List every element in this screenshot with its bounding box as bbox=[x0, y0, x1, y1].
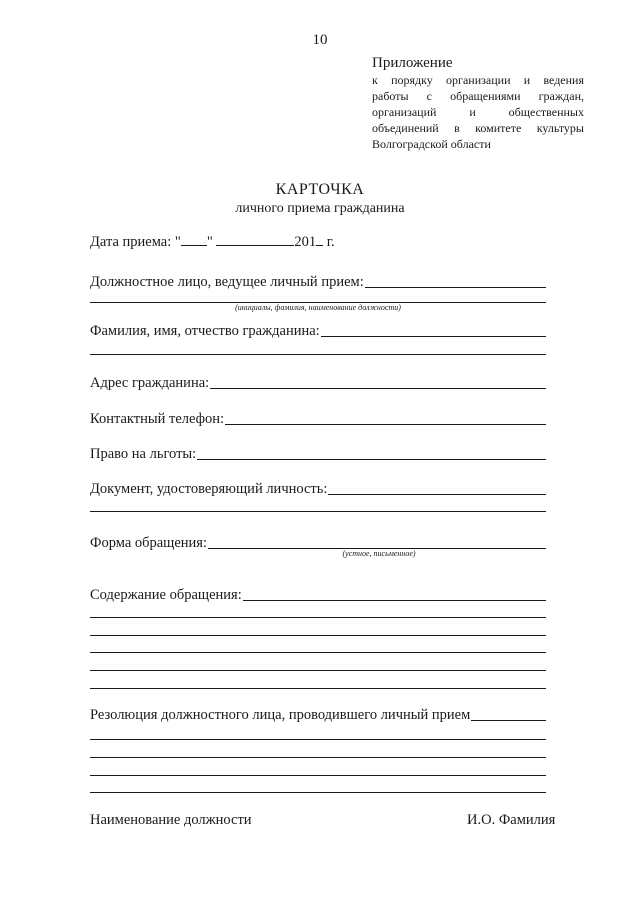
appendix-line: работы с обращениями граждан, bbox=[372, 89, 584, 103]
position-title: Наименование должности bbox=[90, 812, 252, 828]
resolution-line[interactable] bbox=[90, 775, 546, 776]
appendix-line: к порядку организации и ведения bbox=[372, 73, 584, 87]
appendix-title: Приложение bbox=[372, 55, 453, 71]
resolution-label: Резолюция должностного лица, проводившего личный прием bbox=[90, 707, 471, 723]
benefits-line[interactable] bbox=[197, 458, 546, 460]
phone-line[interactable] bbox=[225, 423, 546, 425]
request-form-hint: (устное, письменное) bbox=[342, 549, 416, 558]
request-content-line[interactable] bbox=[243, 599, 546, 601]
appendix-line: Волгоградской области bbox=[372, 137, 491, 151]
official-label: Должностное лицо, ведущее личный прием: bbox=[90, 274, 364, 290]
official-line[interactable] bbox=[365, 286, 546, 288]
card-subtitle: личного приема гражданина bbox=[235, 201, 405, 216]
official-hint: (инициалы, фамилия, наименование должности) bbox=[235, 303, 401, 312]
citizen-name-line[interactable] bbox=[321, 335, 546, 337]
request-content-field[interactable] bbox=[90, 587, 546, 604]
address-field[interactable] bbox=[90, 375, 546, 392]
address-label: Адрес гражданина: bbox=[90, 375, 210, 391]
request-form-label: Форма обращения: bbox=[90, 535, 208, 551]
day-blank[interactable] bbox=[181, 235, 207, 246]
month-blank[interactable] bbox=[216, 235, 294, 246]
appendix-text bbox=[372, 72, 584, 152]
date-label: Дата приема: " bbox=[90, 234, 181, 250]
resolution-line[interactable] bbox=[90, 757, 546, 758]
date-quote: " bbox=[206, 234, 213, 250]
request-content-line[interactable] bbox=[90, 688, 546, 689]
date-year-suffix: г. bbox=[323, 234, 335, 250]
signatory-name: И.О. Фамилия bbox=[467, 812, 556, 828]
date-field[interactable] bbox=[90, 234, 335, 251]
id-document-line[interactable] bbox=[328, 493, 546, 495]
request-content-line[interactable] bbox=[90, 617, 546, 618]
id-document-label: Документ, удостоверяющий личность: bbox=[90, 481, 328, 497]
appendix-line: объединений в комитете культуры bbox=[372, 121, 584, 135]
phone-label: Контактный телефон: bbox=[90, 411, 225, 427]
citizen-name-label: Фамилия, имя, отчество гражданина: bbox=[90, 323, 320, 339]
id-document-line-2[interactable] bbox=[90, 511, 546, 512]
request-content-line[interactable] bbox=[90, 670, 546, 671]
card-title: КАРТОЧКА bbox=[275, 181, 365, 198]
date-year: 201 bbox=[294, 234, 317, 250]
id-document-field[interactable] bbox=[90, 481, 546, 498]
resolution-line[interactable] bbox=[90, 739, 546, 740]
resolution-field[interactable] bbox=[90, 707, 546, 724]
request-content-line[interactable] bbox=[90, 652, 546, 653]
benefits-field[interactable] bbox=[90, 446, 546, 463]
citizen-name-field[interactable] bbox=[90, 323, 546, 340]
resolution-line[interactable] bbox=[471, 719, 546, 721]
resolution-line[interactable] bbox=[90, 792, 546, 793]
phone-field[interactable] bbox=[90, 411, 546, 428]
official-field[interactable] bbox=[90, 274, 546, 291]
citizen-name-line-2[interactable] bbox=[90, 354, 546, 355]
appendix-line: организаций и общественных bbox=[372, 105, 584, 119]
request-content-label: Содержание обращения: bbox=[90, 587, 242, 603]
page-number: 10 bbox=[312, 32, 328, 48]
address-line[interactable] bbox=[210, 387, 546, 389]
request-content-line[interactable] bbox=[90, 635, 546, 636]
benefits-label: Право на льготы: bbox=[90, 446, 197, 462]
